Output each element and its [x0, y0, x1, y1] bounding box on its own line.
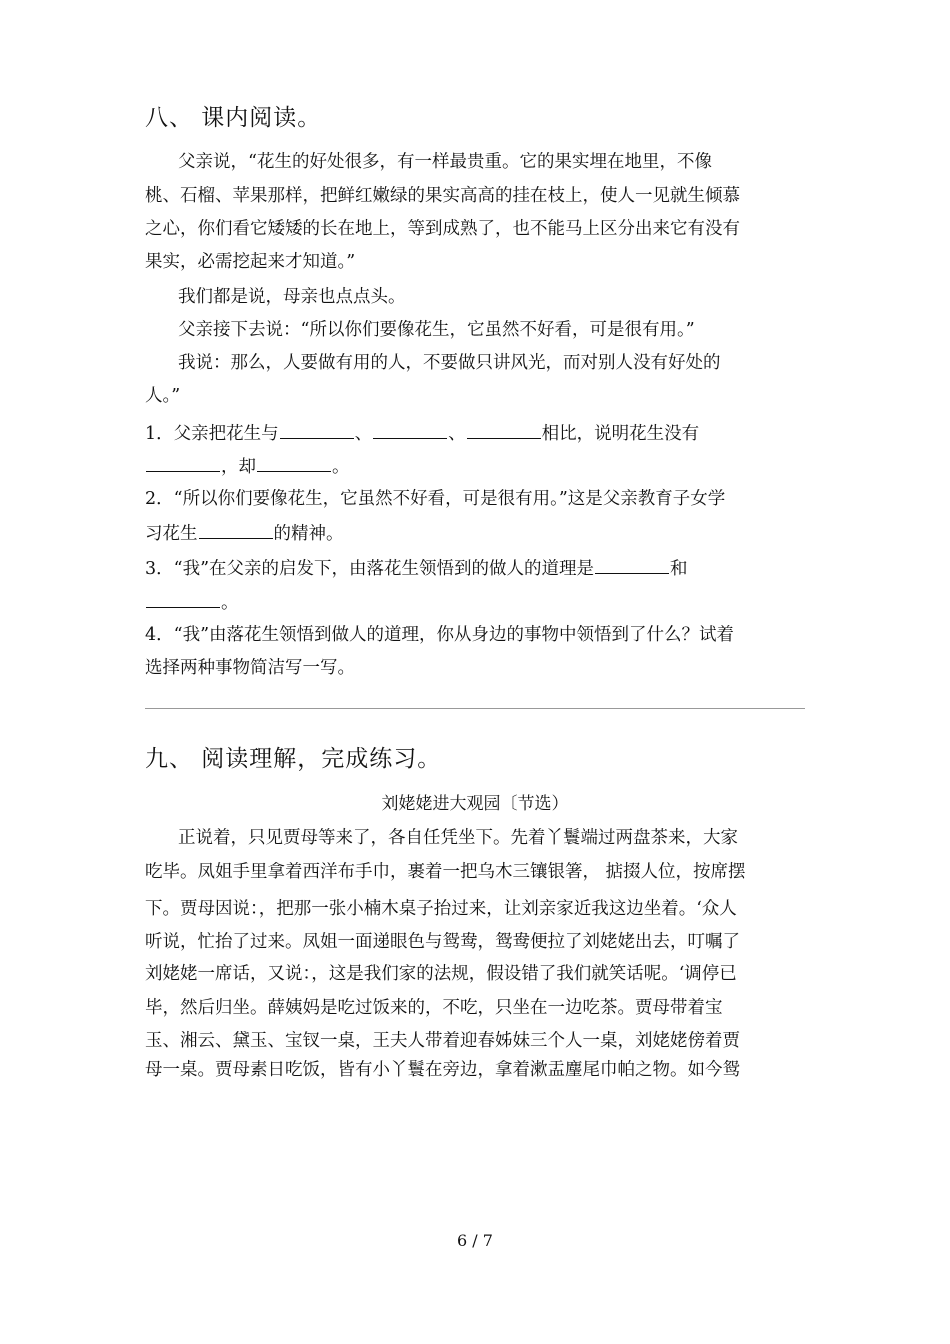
passage-line: 毕，然后归坐。薛姨妈是吃过饭来的，不吃，只坐在一边吃茶。贾母带着宝 — [145, 998, 723, 1018]
question-text: 和 — [670, 559, 688, 579]
answer-blank[interactable] — [467, 420, 541, 439]
question-text: 的精神。 — [273, 524, 344, 544]
passage-line: 人。” — [145, 386, 181, 406]
question-3-line-2 — [145, 589, 239, 615]
separator: 、 — [354, 424, 373, 444]
passage-line: 我们都是说，母亲也点点头。 — [178, 287, 406, 307]
answer-blank[interactable] — [280, 420, 354, 439]
passage-line: 桃、石榴、苹果那样，把鲜红嫩绿的果实高高的挂在枝上，使人一见就生倾慕 — [145, 186, 740, 206]
passage-line: 玉、湘云、黛玉、宝钗一桌，王夫人带着迎春姊妹三个人一桌，刘姥姥傍着贾 — [145, 1031, 740, 1051]
passage-line: 我说：那么，人要做有用的人，不要做只讲风光，而对别人没有好处的 — [178, 353, 721, 373]
answer-blank[interactable] — [146, 453, 220, 472]
page-number: 6 / 7 — [457, 1231, 493, 1250]
passage-line: 果实，必需挖起来才知道。” — [145, 252, 356, 272]
section-8-heading: 八、 课内阅读。 — [145, 105, 322, 131]
passage-line: 之心，你们看它矮矮的长在地上，等到成熟了，也不能马上区分出来它有没有 — [145, 219, 740, 239]
answer-blank[interactable] — [146, 589, 220, 608]
question-text: 相比，说明花生没有 — [541, 424, 700, 444]
passage-line: 听说，忙抬了过来。凤姐一面递眼色与鸳鸯，鸳鸯便拉了刘姥姥出去，叮嘱了 — [145, 932, 740, 952]
answer-blank[interactable] — [373, 420, 447, 439]
separator: 、 — [448, 424, 466, 444]
passage-title: 刘姥姥进大观园〔节选） — [381, 794, 569, 814]
question-3-line-1 — [145, 555, 688, 581]
passage-line: 父亲接下去说：“所以你们要像花生，它虽然不好看，可是很有用。” — [178, 320, 695, 340]
passage-line: 母一桌。贾母素日吃饭，皆有小丫鬟在旁边，拿着漱盂麈尾巾帕之物。如今鸳 — [145, 1060, 740, 1080]
question-text: 3．“我”在父亲的启发下，由落花生领悟到的做人的道理是 — [145, 559, 595, 579]
question-1-line-2 — [145, 453, 350, 479]
answer-blank[interactable] — [595, 555, 669, 574]
answer-blank[interactable] — [199, 520, 273, 539]
question-2-line-2 — [145, 520, 344, 546]
question-2-line-1: 2．“所以你们要像花生，它虽然不好看，可是很有用。”这是父亲教育子女学 — [145, 489, 726, 509]
passage-line: 吃毕。凤姐手里拿着西洋布手巾，裹着一把乌木三镶银箸， 掂掇人位，按席摆 — [145, 862, 746, 882]
question-text: 1．父亲把花生与 — [145, 424, 279, 444]
passage-line: 父亲说，“花生的好处很多，有一样最贵重。它的果实埋在地里，不像 — [178, 152, 712, 172]
passage-line: 刘姥姥一席话，又说：，这是我们家的法规，假设错了我们就笑话呢。‘调停已 — [145, 964, 737, 984]
section-divider — [145, 708, 805, 709]
answer-blank[interactable] — [257, 453, 331, 472]
question-4-line-1: 4．“我”由落花生领悟到做人的道理，你从身边的事物中领悟到了什么？试着 — [145, 625, 735, 645]
question-1-line-1 — [145, 420, 699, 446]
question-text: 。 — [221, 593, 239, 613]
question-text: 。 — [332, 457, 350, 477]
question-text: 习花生 — [145, 524, 198, 544]
passage-line: 正说着，只见贾母等来了，各自任凭坐下。先着丫鬟端过两盘茶来，大家 — [178, 828, 738, 848]
question-text: ，却 — [221, 457, 256, 477]
passage-line: 下。贾母因说：，把那一张小楠木桌子抬过来，让刘亲家近我这边坐着。‘众人 — [145, 899, 737, 919]
section-9-heading: 九、 阅读理解，完成练习。 — [145, 746, 442, 772]
question-4-line-2: 选择两种事物简洁写一写。 — [145, 658, 355, 678]
